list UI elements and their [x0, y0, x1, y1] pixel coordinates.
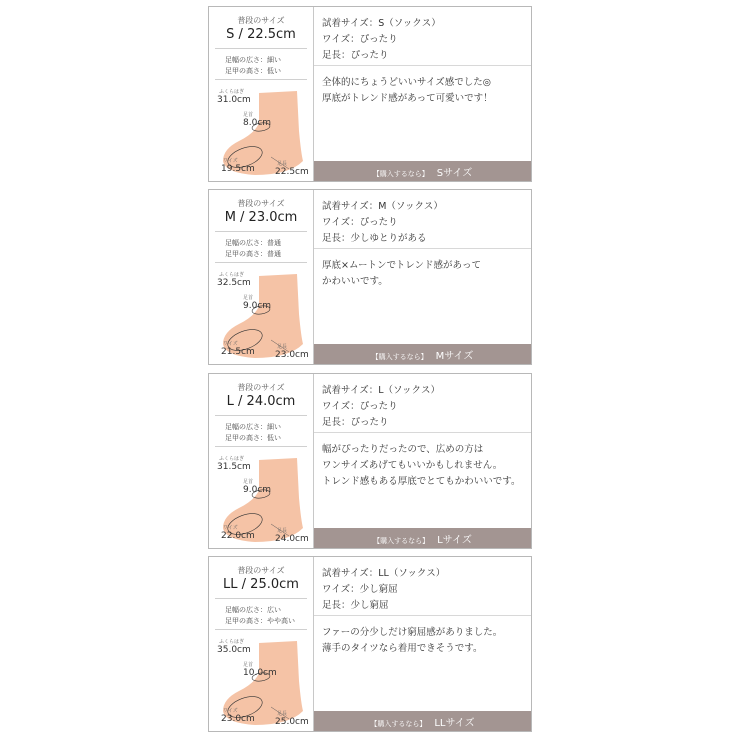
foot-width-attribute: 足幅の広さ：普通: [225, 239, 281, 247]
comment-line: 厚底×ムートンでトレンド感があって: [322, 260, 481, 271]
buy-size-button[interactable]: [314, 711, 531, 731]
foot-measurements: [209, 83, 313, 181]
size-review-card: [208, 189, 532, 365]
divider: [314, 432, 531, 433]
fit-width: ワイズ：ぴったり: [322, 401, 398, 412]
model-usual-size-label: 普段のサイズ: [237, 16, 285, 25]
fit-length: 足長：少し窮屈: [322, 600, 389, 611]
ankle-label: 足首: [243, 295, 254, 301]
size-review-card: [208, 373, 532, 549]
girth-value: 22.0cm: [221, 531, 255, 541]
buy-size-button[interactable]: [314, 344, 531, 364]
fitting-review-panel: [314, 190, 531, 364]
size-review-card: [208, 556, 532, 732]
girth-label: ワイズ: [223, 158, 238, 164]
ankle-value: 9.0cm: [243, 301, 272, 311]
comment-line: 薄手のタイツなら着用できそうです。: [322, 643, 483, 654]
comment-line: ワンサイズあげてもいいかもしれません。: [322, 460, 503, 471]
length-label: 足長: [277, 711, 288, 717]
model-usual-size-label: 普段のサイズ: [237, 383, 285, 392]
foot-measurements: [209, 633, 313, 731]
comment-line: かわいいです。: [322, 276, 388, 287]
comment-line: 厚底がトレンド感があって可愛いです！: [322, 93, 493, 104]
girth-label: ワイズ: [223, 525, 238, 531]
length-value: 23.0cm: [275, 350, 309, 360]
fit-length: 足長：少しゆとりがある: [322, 233, 427, 244]
divider: [215, 48, 307, 49]
buy-prefix-label: 【購入するなら】: [373, 537, 430, 545]
model-usual-size-label: 普段のサイズ: [237, 199, 285, 208]
buy-prefix-label: 【購入するなら】: [372, 170, 429, 178]
fitting-review-panel: [314, 7, 531, 181]
girth-label: ワイズ: [223, 708, 238, 714]
fit-width: ワイズ：ぴったり: [322, 34, 398, 45]
calf-label: ふくらはぎ: [219, 456, 245, 462]
calf-value: 32.5cm: [217, 278, 251, 288]
size-review-card: [208, 6, 532, 182]
ankle-label: 足首: [243, 112, 254, 118]
foot-width-attribute: 足幅の広さ：細い: [225, 423, 281, 431]
divider: [314, 248, 531, 249]
review-comment: [322, 258, 537, 290]
instep-height-attribute: 足甲の高さ：やや高い: [225, 617, 295, 625]
instep-height-attribute: 足甲の高さ：普通: [225, 250, 281, 258]
model-profile-panel: [209, 190, 314, 364]
length-label: 足長: [277, 528, 288, 534]
buy-size-button[interactable]: [314, 528, 531, 548]
fit-length: 足長：ぴったり: [322, 50, 389, 61]
comment-line: 幅がぴったりだったので、広めの方は: [322, 444, 484, 455]
model-profile-panel: [209, 374, 314, 548]
fit-width: ワイズ：ぴったり: [322, 217, 398, 228]
length-value: 24.0cm: [275, 534, 309, 544]
fitting-review-panel: [314, 557, 531, 731]
instep-height-attribute: 足甲の高さ：低い: [225, 67, 281, 75]
buy-size-label: Mサイズ: [435, 351, 474, 362]
trial-size: 試着サイズ：S（ソックス）: [322, 18, 441, 29]
model-usual-size: LL / 25.0cm: [223, 577, 299, 592]
ankle-value: 9.0cm: [243, 485, 272, 495]
buy-prefix-label: 【購入するなら】: [370, 720, 427, 728]
trial-size: 試着サイズ：M（ソックス）: [322, 201, 443, 212]
divider: [215, 79, 307, 80]
calf-label: ふくらはぎ: [219, 639, 245, 645]
girth-label: ワイズ: [223, 341, 238, 347]
buy-size-label: Sサイズ: [436, 168, 473, 179]
calf-label: ふくらはぎ: [219, 89, 245, 95]
divider: [314, 615, 531, 616]
model-profile-panel: [209, 7, 314, 181]
trial-size: 試着サイズ：LL（ソックス）: [322, 568, 446, 579]
buy-size-label: Lサイズ: [437, 535, 472, 546]
girth-value: 21.5cm: [221, 347, 255, 357]
model-usual-size: S / 22.5cm: [226, 27, 296, 42]
calf-value: 31.0cm: [217, 95, 251, 105]
comment-line: 全体的にちょうどいいサイズ感でした◎: [322, 77, 492, 88]
calf-label: ふくらはぎ: [219, 272, 245, 278]
divider: [215, 629, 307, 630]
model-usual-size: M / 23.0cm: [224, 210, 298, 225]
girth-value: 23.0cm: [221, 714, 255, 724]
model-profile-panel: [209, 557, 314, 731]
divider: [215, 262, 307, 263]
ankle-value: 10.0cm: [243, 668, 277, 678]
comment-line: トレンド感もある厚底でとてもかわいいです。: [322, 476, 521, 487]
fit-width: ワイズ：少し窮屈: [322, 584, 398, 595]
fitting-review-panel: [314, 374, 531, 548]
ankle-label: 足首: [243, 662, 254, 668]
divider: [215, 598, 307, 599]
divider: [215, 446, 307, 447]
comment-line: ファーの分少しだけ窮屈感がありました。: [322, 627, 503, 638]
fit-length: 足長：ぴったり: [322, 417, 389, 428]
length-value: 25.0cm: [275, 717, 309, 727]
buy-prefix-label: 【購入するなら】: [371, 353, 428, 361]
divider: [215, 415, 307, 416]
girth-value: 19.5cm: [221, 164, 255, 174]
length-label: 足長: [277, 344, 288, 350]
model-usual-size-label: 普段のサイズ: [237, 566, 285, 575]
foot-measurements: [209, 450, 313, 548]
foot-measurements: [209, 266, 313, 364]
review-comment: [322, 75, 537, 107]
length-label: 足長: [277, 161, 288, 167]
trial-size: 試着サイズ：L（ソックス）: [322, 385, 440, 396]
foot-width-attribute: 足幅の広さ：広い: [225, 606, 281, 614]
calf-value: 31.5cm: [217, 462, 251, 472]
buy-size-label: LLサイズ: [434, 718, 475, 729]
review-comment: [322, 625, 537, 657]
buy-size-button[interactable]: [314, 161, 531, 181]
length-value: 22.5cm: [275, 167, 309, 177]
foot-width-attribute: 足幅の広さ：細い: [225, 56, 281, 64]
calf-value: 35.0cm: [217, 645, 251, 655]
ankle-label: 足首: [243, 479, 254, 485]
instep-height-attribute: 足甲の高さ：低い: [225, 434, 281, 442]
ankle-value: 8.0cm: [243, 118, 272, 128]
model-usual-size: L / 24.0cm: [226, 394, 296, 409]
divider: [215, 231, 307, 232]
review-comment: [322, 442, 537, 490]
divider: [314, 65, 531, 66]
